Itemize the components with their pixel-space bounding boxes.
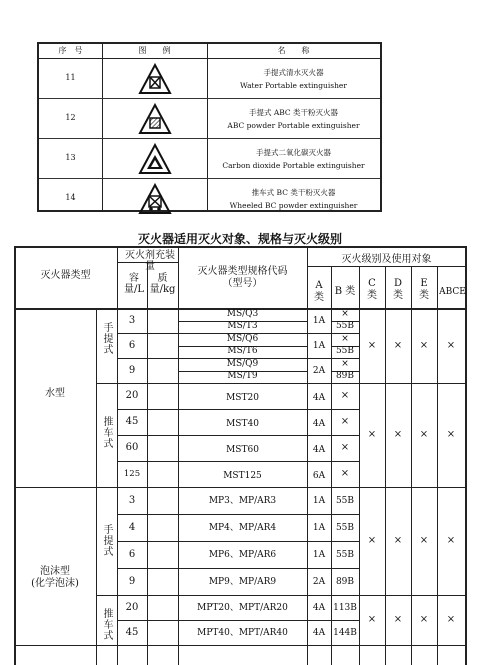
legend-name-en: Wheeled BC powder extinguisher (229, 201, 358, 210)
class-cross-cell: × (446, 339, 456, 351)
class-a-cell: 2A (312, 365, 326, 376)
class-a-cell: 2A (312, 576, 326, 587)
class-cross-cell: × (367, 339, 377, 351)
spec-cell: MS/T6 (227, 346, 258, 357)
legend-row (39, 59, 380, 99)
volume-cell: 6 (128, 339, 136, 351)
header-volume: 容量/L (123, 273, 144, 295)
class-b-cell: 89B (335, 371, 355, 382)
header-spec: 灭火器类型规格代码 （型号） (197, 266, 288, 289)
spec-cell: MS/T9 (227, 371, 258, 382)
class-a-cell: 1A (312, 495, 326, 506)
class-b-cell: × (340, 416, 350, 427)
legend-name-cn: 手提式二氧化碳灭火器 (256, 148, 331, 157)
legend-name-en: ABC powder Portable extinguisher (227, 121, 360, 130)
spec-cell: MP6、MP/AR6 (208, 549, 277, 560)
class-b-cell: × (341, 358, 349, 369)
co2-extinguisher-icon (102, 141, 207, 176)
class-b-cell: × (340, 442, 350, 453)
class-a-cell: 1A (312, 549, 326, 560)
class-b-cell: 55B (335, 321, 355, 332)
volume-cell: 20 (125, 390, 139, 401)
class-b-cell: 55B (335, 495, 355, 506)
legend-num: 13 (65, 153, 76, 162)
extinguisher-legend-table (37, 42, 382, 212)
header-a: A类 (314, 280, 324, 303)
class-cross-cell: × (393, 535, 403, 546)
header-e: E类 (419, 278, 429, 301)
legend-num: 12 (65, 113, 76, 122)
class-b-cell: × (341, 308, 349, 319)
spec-cell: MP9、MP/AR9 (208, 576, 277, 587)
class-a-cell: 4A (312, 393, 326, 403)
header-agent: 灭火剂充装量 (125, 250, 175, 272)
volume-cell: 6 (128, 548, 136, 560)
legend-name-en: Water Portable extinguisher (240, 81, 347, 90)
legend-num: 14 (65, 193, 76, 202)
sub-cart-water: 推车式 (101, 416, 112, 449)
volume-cell: 45 (125, 416, 139, 427)
class-b-cell: 89B (335, 576, 355, 587)
legend-num: 11 (65, 73, 76, 82)
legend-row (39, 179, 380, 218)
volume-cell: 125 (123, 469, 141, 479)
class-a-cell: 4A (312, 419, 326, 429)
class-a-cell: 4A (312, 602, 326, 613)
spec-cell: MS/Q6 (226, 333, 259, 344)
sub-hand-foam: 手提式 (101, 524, 112, 557)
spec-cell: MS/Q3 (226, 308, 259, 319)
legend-header-icon: 图 例 (138, 46, 171, 55)
class-cross-cell: × (393, 339, 403, 351)
group-water: 水型 (45, 388, 65, 399)
class-cross-cell: × (393, 429, 403, 440)
class-a-cell: 1A (312, 340, 326, 351)
legend-header-num: 序 号 (58, 46, 83, 55)
volume-cell: 45 (125, 626, 139, 638)
class-cross-cell: × (419, 429, 429, 440)
class-cross-cell: × (446, 614, 456, 625)
volume-cell: 60 (125, 442, 139, 453)
class-b-cell: 55B (335, 522, 355, 533)
spec-cell: MS/T3 (227, 321, 258, 332)
header-d: D类 (393, 278, 403, 301)
sub-hand-water: 手提式 (101, 322, 112, 355)
legend-row (39, 139, 380, 179)
spec-cell: MST125 (223, 471, 262, 481)
header-level: 灭火级别及使用对象 (341, 254, 432, 265)
spec-cell: MP4、MP/AR4 (208, 522, 277, 533)
sub-cart-foam: 推车式 (101, 608, 112, 641)
spec-cell: MPT40、MPT/AR40 (197, 627, 288, 638)
volume-cell: 20 (125, 601, 139, 613)
legend-name-cn: 手提式清水灭火器 (263, 68, 324, 77)
legend-header (39, 44, 380, 59)
class-cross-cell: × (446, 429, 456, 440)
legend-name-cn: 手提式 ABC 类干粉灭火器 (248, 108, 339, 117)
legend-name-cn: 推车式 BC 类干粉灭火器 (251, 188, 336, 197)
header-b: B 类 (334, 286, 356, 297)
spec-cell: MS/Q9 (226, 358, 259, 369)
class-b-cell: 55B (335, 346, 355, 357)
header-mass: 质量/kg (149, 273, 176, 295)
class-a-cell: 1A (312, 315, 326, 326)
class-cross-cell: × (367, 614, 377, 625)
class-a-cell: 6A (312, 471, 326, 481)
header-type: 灭火器类型 (40, 270, 91, 281)
volume-cell: 9 (128, 364, 136, 376)
class-cross-cell: × (393, 614, 403, 625)
legend-row (39, 99, 380, 139)
class-b-cell: 55B (335, 549, 355, 560)
class-b-cell: 144B (333, 627, 357, 638)
class-cross-cell: × (419, 535, 429, 546)
class-a-cell: 4A (312, 627, 326, 638)
legend-header-name: 名 称 (277, 46, 310, 55)
spec-cell: MP3、MP/AR3 (208, 495, 277, 506)
header-c: C类 (367, 278, 377, 301)
class-cross-cell: × (446, 535, 456, 546)
class-cross-cell: × (419, 339, 429, 351)
class-b-cell: × (340, 468, 350, 479)
class-cross-cell: × (367, 535, 377, 546)
class-b-cell: × (341, 333, 349, 344)
class-cross-cell: × (419, 614, 429, 625)
spec-cell: MST20 (226, 393, 259, 403)
class-a-cell: 4A (312, 445, 326, 455)
volume-cell: 9 (128, 575, 136, 587)
extinguisher-spec-table (14, 246, 466, 656)
water-extinguisher-icon (102, 61, 207, 96)
class-b-cell: × (340, 390, 350, 401)
group-foam: 泡沫型 (化学泡沫) (31, 566, 79, 589)
header-abce: ABCE (439, 287, 466, 297)
spec-cell: MST60 (226, 445, 259, 455)
volume-cell: 3 (128, 494, 136, 506)
spec-cell: MPT20、MPT/AR20 (197, 602, 288, 613)
legend-name-en: Carbon dioxide Portable extinguisher (222, 161, 365, 170)
volume-cell: 4 (128, 521, 136, 533)
class-b-cell: 113B (333, 602, 357, 613)
volume-cell: 3 (128, 314, 136, 326)
page-title: 灭火器适用灭火对象、规格与灭火级别 (137, 232, 342, 246)
class-cross-cell: × (367, 429, 377, 440)
class-a-cell: 1A (312, 522, 326, 533)
abc-powder-extinguisher-icon (102, 101, 207, 136)
wheeled-bc-powder-extinguisher-icon (102, 181, 207, 216)
spec-cell: MST40 (226, 419, 259, 429)
